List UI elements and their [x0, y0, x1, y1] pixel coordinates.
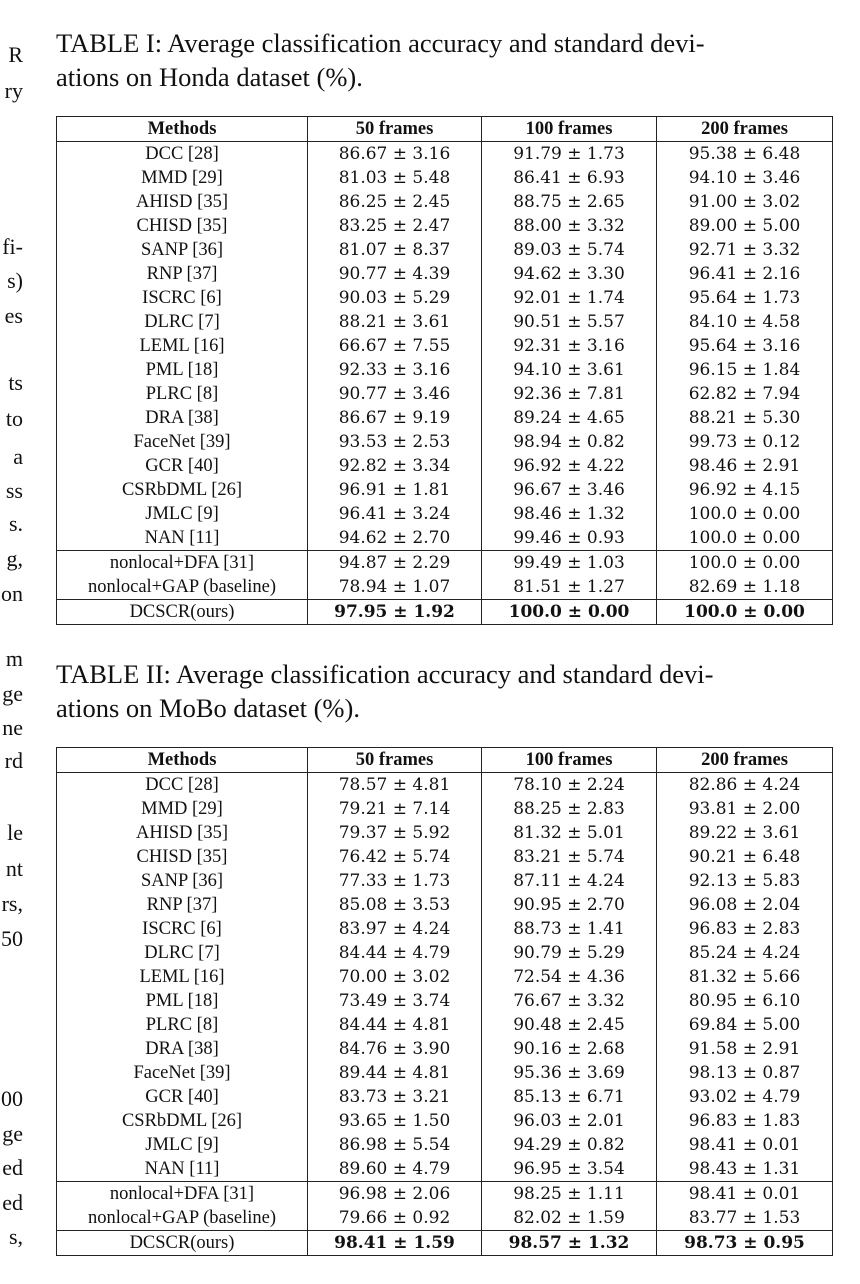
- table-row: [57, 1109, 833, 1133]
- column-fragment-text: ed: [2, 1190, 23, 1215]
- accuracy-cell: 90.95 ± 2.70: [482, 893, 657, 917]
- accuracy-cell: 90.51 ± 5.57: [482, 310, 657, 334]
- accuracy-cell: 89.24 ± 4.65: [482, 406, 657, 430]
- accuracy-cell: 98.94 ± 0.82: [482, 430, 657, 454]
- previous-column-fragments: [0, 0, 30, 1284]
- method-cell: ISCRC [6]: [57, 286, 308, 310]
- column-header-frames: 100 frames: [482, 748, 657, 773]
- accuracy-cell: 96.41 ± 3.24: [308, 502, 482, 526]
- column-fragment-text: 50: [1, 926, 23, 951]
- accuracy-cell: 76.42 ± 5.74: [308, 845, 482, 869]
- accuracy-cell: 91.79 ± 1.73: [482, 142, 657, 167]
- accuracy-cell: 99.73 ± 0.12: [657, 430, 833, 454]
- table-row: [57, 821, 833, 845]
- accuracy-cell: 81.32 ± 5.01: [482, 821, 657, 845]
- accuracy-cell: 98.41 ± 0.01: [657, 1133, 833, 1157]
- accuracy-cell: 95.38 ± 6.48: [657, 142, 833, 167]
- method-cell: ISCRC [6]: [57, 917, 308, 941]
- accuracy-cell: 94.10 ± 3.61: [482, 358, 657, 382]
- table-header-row: [57, 748, 833, 773]
- accuracy-cell: 95.36 ± 3.69: [482, 1061, 657, 1085]
- accuracy-cell: 88.75 ± 2.65: [482, 190, 657, 214]
- table-row: [57, 797, 833, 821]
- accuracy-cell: 82.86 ± 4.24: [657, 773, 833, 798]
- accuracy-cell: 84.10 ± 4.58: [657, 310, 833, 334]
- column-fragment-text: ge: [2, 1121, 23, 1146]
- method-cell: JMLC [9]: [57, 1133, 308, 1157]
- method-cell: DCC [28]: [57, 773, 308, 798]
- accuracy-cell: 69.84 ± 5.00: [657, 1013, 833, 1037]
- accuracy-cell: 96.92 ± 4.15: [657, 478, 833, 502]
- accuracy-cell: 88.00 ± 3.32: [482, 214, 657, 238]
- table-row: [57, 893, 833, 917]
- table-row: [57, 941, 833, 965]
- accuracy-cell: 100.0 ± 0.00: [657, 502, 833, 526]
- method-cell: GCR [40]: [57, 454, 308, 478]
- method-cell: DCSCR(ours): [57, 600, 308, 625]
- method-cell: GCR [40]: [57, 1085, 308, 1109]
- table-1-honda: [56, 116, 833, 625]
- table-row: [57, 526, 833, 551]
- accuracy-cell: 86.67 ± 3.16: [308, 142, 482, 167]
- table-row: [57, 1085, 833, 1109]
- accuracy-cell: 88.21 ± 3.61: [308, 310, 482, 334]
- accuracy-cell: 94.62 ± 2.70: [308, 526, 482, 551]
- table-row: [57, 869, 833, 893]
- accuracy-cell: 93.65 ± 1.50: [308, 1109, 482, 1133]
- method-cell: NAN [11]: [57, 1157, 308, 1182]
- method-cell: PLRC [8]: [57, 382, 308, 406]
- accuracy-cell: 98.57 ± 1.32: [482, 1231, 657, 1256]
- method-cell: nonlocal+GAP (baseline): [57, 1206, 308, 1231]
- table-row: [57, 1013, 833, 1037]
- accuracy-cell: 92.13 ± 5.83: [657, 869, 833, 893]
- column-fragment-text: es: [4, 303, 23, 328]
- table-row: [57, 1061, 833, 1085]
- accuracy-cell: 96.03 ± 2.01: [482, 1109, 657, 1133]
- accuracy-cell: 82.02 ± 1.59: [482, 1206, 657, 1231]
- column-fragment-text: 00: [1, 1086, 23, 1111]
- accuracy-cell: 100.0 ± 0.00: [482, 600, 657, 625]
- accuracy-cell: 83.25 ± 2.47: [308, 214, 482, 238]
- accuracy-cell: 88.25 ± 2.83: [482, 797, 657, 821]
- accuracy-cell: 88.73 ± 1.41: [482, 917, 657, 941]
- accuracy-cell: 100.0 ± 0.00: [657, 600, 833, 625]
- table-row: [57, 214, 833, 238]
- method-cell: CHISD [35]: [57, 845, 308, 869]
- table-header-row: [57, 117, 833, 142]
- accuracy-cell: 83.21 ± 5.74: [482, 845, 657, 869]
- accuracy-cell: 94.87 ± 2.29: [308, 551, 482, 576]
- accuracy-cell: 98.13 ± 0.87: [657, 1061, 833, 1085]
- accuracy-cell: 73.49 ± 3.74: [308, 989, 482, 1013]
- accuracy-cell: 93.53 ± 2.53: [308, 430, 482, 454]
- column-fragment-text: ts: [8, 370, 23, 395]
- caption-line: ations on Honda dataset (%).: [56, 62, 363, 92]
- accuracy-cell: 98.25 ± 1.11: [482, 1182, 657, 1207]
- accuracy-cell: 90.79 ± 5.29: [482, 941, 657, 965]
- accuracy-cell: 77.33 ± 1.73: [308, 869, 482, 893]
- accuracy-cell: 98.41 ± 1.59: [308, 1231, 482, 1256]
- accuracy-cell: 100.0 ± 0.00: [657, 526, 833, 551]
- table-row: [57, 773, 833, 798]
- table-row: [57, 1037, 833, 1061]
- accuracy-cell: 99.46 ± 0.93: [482, 526, 657, 551]
- accuracy-cell: 89.03 ± 5.74: [482, 238, 657, 262]
- accuracy-cell: 84.44 ± 4.81: [308, 1013, 482, 1037]
- accuracy-cell: 86.67 ± 9.19: [308, 406, 482, 430]
- accuracy-cell: 79.21 ± 7.14: [308, 797, 482, 821]
- accuracy-cell: 98.41 ± 0.01: [657, 1182, 833, 1207]
- table-2-caption: [56, 657, 832, 725]
- accuracy-cell: 78.10 ± 2.24: [482, 773, 657, 798]
- method-cell: nonlocal+DFA [31]: [57, 1182, 308, 1207]
- accuracy-cell: 62.82 ± 7.94: [657, 382, 833, 406]
- accuracy-cell: 70.00 ± 3.02: [308, 965, 482, 989]
- table-row: [57, 1133, 833, 1157]
- accuracy-cell: 85.13 ± 6.71: [482, 1085, 657, 1109]
- accuracy-cell: 81.32 ± 5.66: [657, 965, 833, 989]
- accuracy-cell: 91.00 ± 3.02: [657, 190, 833, 214]
- accuracy-cell: 76.67 ± 3.32: [482, 989, 657, 1013]
- accuracy-cell: 90.21 ± 6.48: [657, 845, 833, 869]
- method-cell: PML [18]: [57, 358, 308, 382]
- accuracy-cell: 96.95 ± 3.54: [482, 1157, 657, 1182]
- accuracy-cell: 86.25 ± 2.45: [308, 190, 482, 214]
- method-cell: DLRC [7]: [57, 310, 308, 334]
- accuracy-cell: 96.98 ± 2.06: [308, 1182, 482, 1207]
- accuracy-cell: 94.62 ± 3.30: [482, 262, 657, 286]
- column-fragment-text: ss: [5, 478, 23, 503]
- column-header-frames: 200 frames: [657, 748, 833, 773]
- table-row: [57, 917, 833, 941]
- method-cell: DCSCR(ours): [57, 1231, 308, 1256]
- table-row-ours: [57, 1231, 833, 1256]
- table-row: [57, 1157, 833, 1182]
- method-cell: RNP [37]: [57, 262, 308, 286]
- method-cell: CHISD [35]: [57, 214, 308, 238]
- column-header-frames: 100 frames: [482, 117, 657, 142]
- accuracy-cell: 90.03 ± 5.29: [308, 286, 482, 310]
- table-row: [57, 478, 833, 502]
- column-fragment-text: on: [1, 581, 23, 606]
- accuracy-cell: 92.36 ± 7.81: [482, 382, 657, 406]
- column-fragment-text: ry: [4, 78, 23, 103]
- accuracy-cell: 94.29 ± 0.82: [482, 1133, 657, 1157]
- table-row: [57, 965, 833, 989]
- accuracy-cell: 91.58 ± 2.91: [657, 1037, 833, 1061]
- table-row-ours: [57, 600, 833, 625]
- column-fragment-text: fi-: [2, 234, 23, 259]
- accuracy-cell: 89.22 ± 3.61: [657, 821, 833, 845]
- table-2-mobo: [56, 747, 833, 1256]
- accuracy-cell: 96.08 ± 2.04: [657, 893, 833, 917]
- accuracy-cell: 98.46 ± 1.32: [482, 502, 657, 526]
- accuracy-cell: 92.01 ± 1.74: [482, 286, 657, 310]
- method-cell: FaceNet [39]: [57, 1061, 308, 1085]
- accuracy-cell: 66.67 ± 7.55: [308, 334, 482, 358]
- accuracy-cell: 98.46 ± 2.91: [657, 454, 833, 478]
- table-row: [57, 1206, 833, 1231]
- accuracy-cell: 89.60 ± 4.79: [308, 1157, 482, 1182]
- table-row: [57, 334, 833, 358]
- accuracy-cell: 79.37 ± 5.92: [308, 821, 482, 845]
- accuracy-cell: 84.44 ± 4.79: [308, 941, 482, 965]
- column-header-frames: 50 frames: [308, 117, 482, 142]
- method-cell: PML [18]: [57, 989, 308, 1013]
- column-header-methods: Methods: [57, 117, 308, 142]
- accuracy-cell: 83.77 ± 1.53: [657, 1206, 833, 1231]
- table-row: [57, 551, 833, 576]
- method-cell: LEML [16]: [57, 334, 308, 358]
- caption-line: ations on MoBo dataset (%).: [56, 693, 360, 723]
- accuracy-cell: 90.77 ± 4.39: [308, 262, 482, 286]
- accuracy-cell: 90.48 ± 2.45: [482, 1013, 657, 1037]
- accuracy-cell: 79.66 ± 0.92: [308, 1206, 482, 1231]
- accuracy-cell: 78.94 ± 1.07: [308, 575, 482, 600]
- column-fragment-text: R: [8, 42, 23, 67]
- table-row: [57, 989, 833, 1013]
- accuracy-cell: 87.11 ± 4.24: [482, 869, 657, 893]
- accuracy-cell: 85.08 ± 3.53: [308, 893, 482, 917]
- method-cell: DLRC [7]: [57, 941, 308, 965]
- accuracy-cell: 96.15 ± 1.84: [657, 358, 833, 382]
- column-fragment-text: ne: [2, 715, 23, 740]
- accuracy-cell: 92.31 ± 3.16: [482, 334, 657, 358]
- accuracy-cell: 90.77 ± 3.46: [308, 382, 482, 406]
- method-cell: JMLC [9]: [57, 502, 308, 526]
- accuracy-cell: 99.49 ± 1.03: [482, 551, 657, 576]
- method-cell: LEML [16]: [57, 965, 308, 989]
- accuracy-cell: 95.64 ± 1.73: [657, 286, 833, 310]
- table-row: [57, 1182, 833, 1207]
- accuracy-cell: 83.97 ± 4.24: [308, 917, 482, 941]
- column-fragment-text: a: [13, 444, 23, 469]
- method-cell: FaceNet [39]: [57, 430, 308, 454]
- method-cell: CSRbDML [26]: [57, 1109, 308, 1133]
- accuracy-cell: 93.81 ± 2.00: [657, 797, 833, 821]
- column-fragment-text: rs,: [1, 891, 23, 916]
- method-cell: DRA [38]: [57, 406, 308, 430]
- table-row: [57, 845, 833, 869]
- accuracy-cell: 98.73 ± 0.95: [657, 1231, 833, 1256]
- table-row: [57, 358, 833, 382]
- method-cell: AHISD [35]: [57, 821, 308, 845]
- table-row: [57, 286, 833, 310]
- accuracy-cell: 89.44 ± 4.81: [308, 1061, 482, 1085]
- column-fragment-text: g,: [6, 546, 23, 571]
- method-cell: AHISD [35]: [57, 190, 308, 214]
- accuracy-cell: 78.57 ± 4.81: [308, 773, 482, 798]
- column-fragment-text: ed: [2, 1155, 23, 1180]
- accuracy-cell: 92.82 ± 3.34: [308, 454, 482, 478]
- accuracy-cell: 94.10 ± 3.46: [657, 166, 833, 190]
- table-row: [57, 190, 833, 214]
- method-cell: MMD [29]: [57, 797, 308, 821]
- column-fragment-text: m: [5, 646, 23, 671]
- column-fragment-text: nt: [5, 856, 23, 881]
- table-row: [57, 238, 833, 262]
- accuracy-cell: 80.95 ± 6.10: [657, 989, 833, 1013]
- table-row: [57, 430, 833, 454]
- table-row: [57, 382, 833, 406]
- method-cell: nonlocal+DFA [31]: [57, 551, 308, 576]
- accuracy-cell: 95.64 ± 3.16: [657, 334, 833, 358]
- accuracy-cell: 85.24 ± 4.24: [657, 941, 833, 965]
- method-cell: DCC [28]: [57, 142, 308, 167]
- table-row: [57, 406, 833, 430]
- table-row: [57, 575, 833, 600]
- accuracy-cell: 97.95 ± 1.92: [308, 600, 482, 625]
- method-cell: SANP [36]: [57, 238, 308, 262]
- column-header-frames: 50 frames: [308, 748, 482, 773]
- column-fragment-text: to: [5, 406, 23, 431]
- accuracy-cell: 100.0 ± 0.00: [657, 551, 833, 576]
- method-cell: RNP [37]: [57, 893, 308, 917]
- caption-line: TABLE II: Average classification accuracy and standard devi-: [56, 659, 714, 689]
- accuracy-cell: 90.16 ± 2.68: [482, 1037, 657, 1061]
- method-cell: MMD [29]: [57, 166, 308, 190]
- column-fragment-text: ge: [2, 681, 23, 706]
- column-fragment-text: s.: [8, 511, 23, 536]
- method-cell: SANP [36]: [57, 869, 308, 893]
- method-cell: DRA [38]: [57, 1037, 308, 1061]
- column-header-methods: Methods: [57, 748, 308, 773]
- accuracy-cell: 92.71 ± 3.32: [657, 238, 833, 262]
- table-row: [57, 502, 833, 526]
- column-fragment-text: le: [7, 820, 23, 845]
- method-cell: PLRC [8]: [57, 1013, 308, 1037]
- accuracy-cell: 84.76 ± 3.90: [308, 1037, 482, 1061]
- column-header-frames: 200 frames: [657, 117, 833, 142]
- accuracy-cell: 96.41 ± 2.16: [657, 262, 833, 286]
- accuracy-cell: 72.54 ± 4.36: [482, 965, 657, 989]
- table-row: [57, 310, 833, 334]
- accuracy-cell: 81.51 ± 1.27: [482, 575, 657, 600]
- caption-line: TABLE I: Average classification accuracy and standard devi-: [56, 28, 705, 58]
- accuracy-cell: 88.21 ± 5.30: [657, 406, 833, 430]
- accuracy-cell: 92.33 ± 3.16: [308, 358, 482, 382]
- accuracy-cell: 86.41 ± 6.93: [482, 166, 657, 190]
- accuracy-cell: 93.02 ± 4.79: [657, 1085, 833, 1109]
- column-fragment-text: s): [7, 268, 23, 293]
- accuracy-cell: 96.83 ± 1.83: [657, 1109, 833, 1133]
- accuracy-cell: 89.00 ± 5.00: [657, 214, 833, 238]
- table-1-caption: [56, 26, 832, 94]
- accuracy-cell: 82.69 ± 1.18: [657, 575, 833, 600]
- accuracy-cell: 96.91 ± 1.81: [308, 478, 482, 502]
- accuracy-cell: 81.03 ± 5.48: [308, 166, 482, 190]
- table-row: [57, 166, 833, 190]
- method-cell: nonlocal+GAP (baseline): [57, 575, 308, 600]
- accuracy-cell: 81.07 ± 8.37: [308, 238, 482, 262]
- method-cell: NAN [11]: [57, 526, 308, 551]
- accuracy-cell: 96.67 ± 3.46: [482, 478, 657, 502]
- accuracy-cell: 96.83 ± 2.83: [657, 917, 833, 941]
- table-row: [57, 142, 833, 167]
- accuracy-cell: 98.43 ± 1.31: [657, 1157, 833, 1182]
- table-row: [57, 454, 833, 478]
- column-fragment-text: s,: [8, 1224, 23, 1249]
- method-cell: CSRbDML [26]: [57, 478, 308, 502]
- table-row: [57, 262, 833, 286]
- accuracy-cell: 83.73 ± 3.21: [308, 1085, 482, 1109]
- accuracy-cell: 96.92 ± 4.22: [482, 454, 657, 478]
- column-fragment-text: rd: [4, 748, 23, 773]
- accuracy-cell: 86.98 ± 5.54: [308, 1133, 482, 1157]
